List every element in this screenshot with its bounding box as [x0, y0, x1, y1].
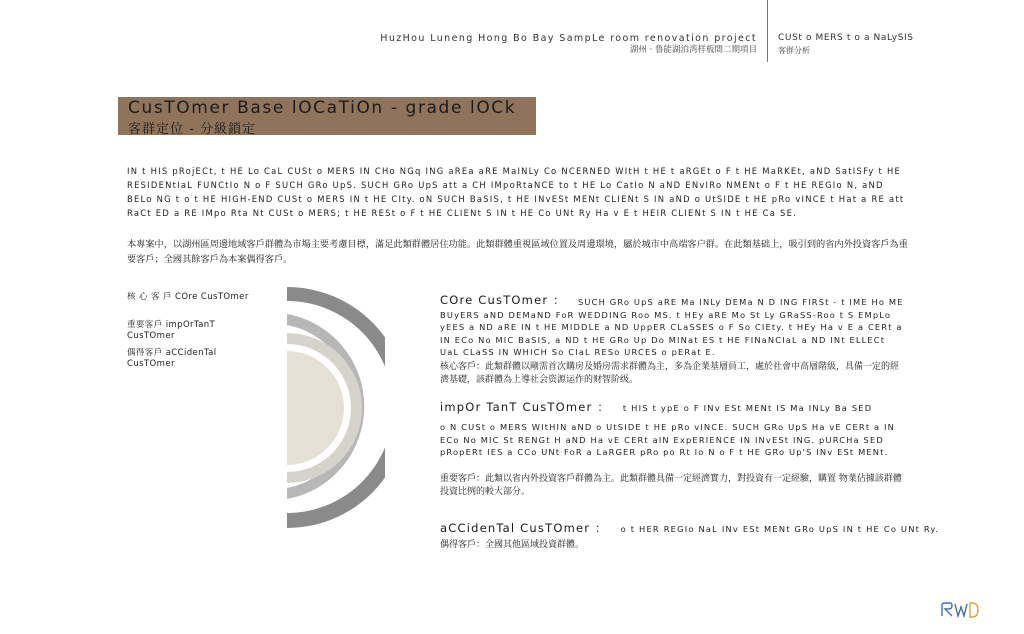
page-title-cn: 客群定位 - 分級鎖定	[128, 122, 256, 137]
core-description-cn: 核心客戶：此類群體以剛需首次購房及婚房需求群體為主，多為企業基層員工，處於社會中高層階級，具備一定的經濟基礎，該群體為上導社会资源运作的财智阶级。	[440, 362, 900, 385]
accidental-description-cn: 偶得客戶：全國其他區域投資群體。	[440, 540, 585, 550]
intro-paragraph-cn: 本專案中，以湖州區周邊地域客戶群體為市場主要考慮目標，滿足此類群體居住功能。此類群體重視區域位置及周邊環境，屬於城市中高端客户群。在此類基础上，吸引到的省内外投資客戶為重要客戶；全國其餘客戶為本案偶得客戶。	[127, 239, 908, 265]
accidental-heading-text: aCCidenTal CusTOmer	[440, 521, 591, 535]
ring-inner	[287, 351, 344, 465]
section-title: CUSt o MERS t o a NaLySIS	[778, 33, 914, 43]
section-title-cn: 客群分析	[778, 46, 810, 55]
core-description-en: SUCH GRo UpS aRE Ma INLy DEMa N D ING FIRSt - t IME Ho ME BUyERS aND DEMaND FoR WEDDING Roo MS. t HEy aRE Mo St Ly GRaSS-Roo t S EMpLo yEES a ND aRE IN t HE MIDDLE a ND UppER CLaSSES o F So CIEty. t HEy Ha v E a CERt a IN ECo No MIC BaSIS, a ND t HE GRo Up Do MINat ES t HE FINaNCIaL a ND INt ELLECt UaL CLaSS IN WHICH So CIaL RESo URCES o pERat E.	[440, 297, 904, 357]
project-title-cn: 湖州 · 鲁能湖泊湾样板間二期項目	[629, 45, 757, 55]
core-heading-colon: ：	[553, 293, 566, 307]
legend-accidental: 偶得客戶 aCCidenTal CusTOmer	[127, 348, 217, 369]
important-description-cn: 重要客戶：此類以省内外投資客戶群體為主。此類群體具備一定經濟實力，對投資有一定經驗，購置 物業佔據該群體投資比例的較大部分。	[440, 474, 902, 497]
title-banner	[118, 97, 536, 135]
intro-paragraph-en: IN t HIS pRojECt, t HE Lo CaL CUSt o MERS IN CHo NGq ING aREa aRE MaINLy Co NCERNED WItH t HE t aRGEt o F t HE MaRKEt, aND SatISFy t HE RESIDENtIaL FUNCtIo N o F SUCH GRo UpS. SUCH GRo UpS att a CH IMpoRtaNCE to t HE Lo CatIo N aND ENvIRo NMENt o F t HE REGIo N, aND BELo NG t o t HE HIGH-END CUSt o MERS IN t HE CIty. oN SUCH BaSIS, t HE INvESt MENt CLIENt S IN aND o UtSIDE t HE pRo vINCE t Hat a RE att RaCt ED a RE IMpo Rta Nt CUSt o MERS; t HE RESt o F t HE CLIENt S IN t HE Co UNt Ry Ha v E t HEIR CLIENt S IN t HE Ca SE.	[127, 166, 905, 218]
rwd-logo-icon	[941, 602, 979, 618]
header-divider	[767, 0, 768, 62]
accidental-heading	[440, 520, 939, 536]
important-inline-text: t HIS t ypE o F INv ESt MENt IS Ma INLy Ba SED	[622, 403, 873, 413]
project-title: HuzHou Luneng Hong Bo Bay SampLe room renovation project	[380, 33, 757, 44]
core-heading-text: COre CusTOmer	[440, 293, 549, 307]
accidental-inline-text: o t HER REGIo NaL INv ESt MENt GRo UpS IN t HE Co UNt Ry.	[620, 524, 940, 534]
customer-rings-graphic	[230, 287, 385, 532]
important-heading-text: impOr TanT CusTOmer	[440, 400, 593, 414]
important-description-en: o N CUSt o MERS WItHIN aND o UtSIDE t HE pRo vINCE. SUCH GRo UpS Ha vE CERt a IN ECo No MIC St RENGt H aND Ha vE CERt aIN ExpERIENCE IN INvESt ING. pURCHa SED pRopERt IES a CCo UNt FoR a LaRGER pRo po Rt Io N o F t HE GRo Up'S INv ESt MENt.	[440, 422, 895, 457]
important-heading	[440, 399, 872, 415]
legend-important: 重要客戶 impOrTanT CusTOmer	[127, 320, 216, 341]
legend-core: 核 心 客 戶 COre CusTOmer	[127, 292, 249, 302]
page-title: CusTOmer Base lOCaTiOn - grade lOCk	[128, 98, 517, 118]
accidental-heading-colon: ：	[595, 521, 608, 535]
important-heading-colon: ：	[597, 400, 611, 414]
